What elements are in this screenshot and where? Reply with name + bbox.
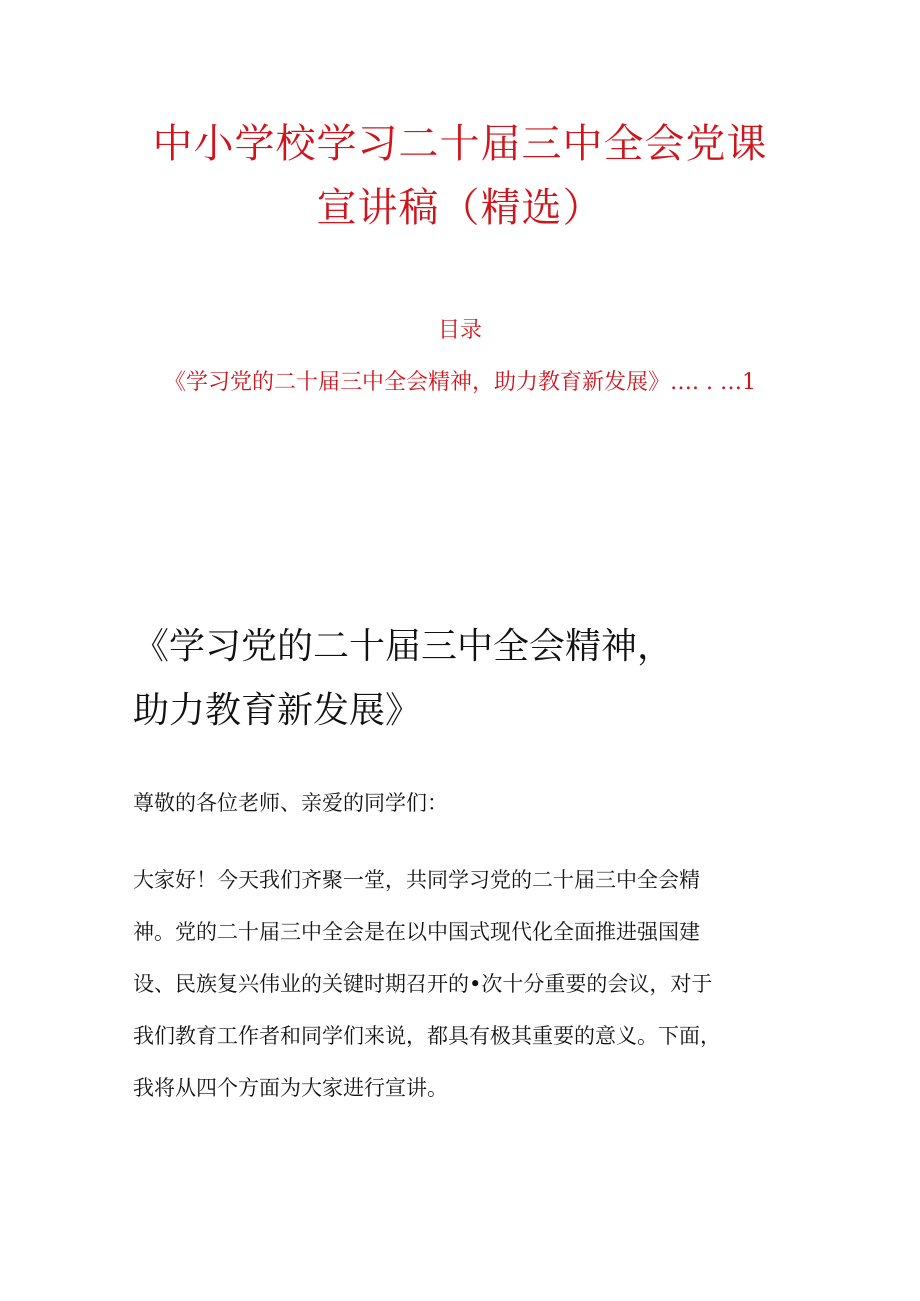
document-title [0, 112, 920, 240]
body-line-1: 大家好！今天我们齐聚一堂，共同学习党的二十届三中全会精 [133, 868, 700, 892]
article-title [133, 615, 793, 743]
document-title-line-2: 宣讲稿（精选） [316, 185, 604, 231]
body-line-4: 我们教育工作者和同学们来说，都具有极其重要的意义。下面， [133, 1024, 721, 1048]
body-line-5: 我将从四个方面为大家进行宣讲。 [133, 1076, 448, 1100]
article-title-line-1: 《学习党的二十届三中全会精神， [133, 626, 674, 667]
article-title-line-2: 助力教育新发展》 [133, 690, 422, 731]
document-title-line-1: 中小学校学习二十届三中全会党课 [152, 121, 768, 167]
body-paragraph [133, 854, 793, 1114]
body-line-2: 神。党的二十届三中全会是在以中国式现代化全面推进强国建 [133, 920, 700, 944]
toc-entry-link[interactable]: 《学习党的二十届三中全会精神，助力教育新发展》…. . …1 [164, 370, 756, 395]
toc-heading: 目录 [437, 318, 482, 343]
salutation: 尊敬的各位老师、亲爱的同学们： [133, 791, 448, 815]
body-line-3: 设、民族复兴伟业的关键时期召开的•次十分重要的会议，对于 [133, 972, 713, 996]
